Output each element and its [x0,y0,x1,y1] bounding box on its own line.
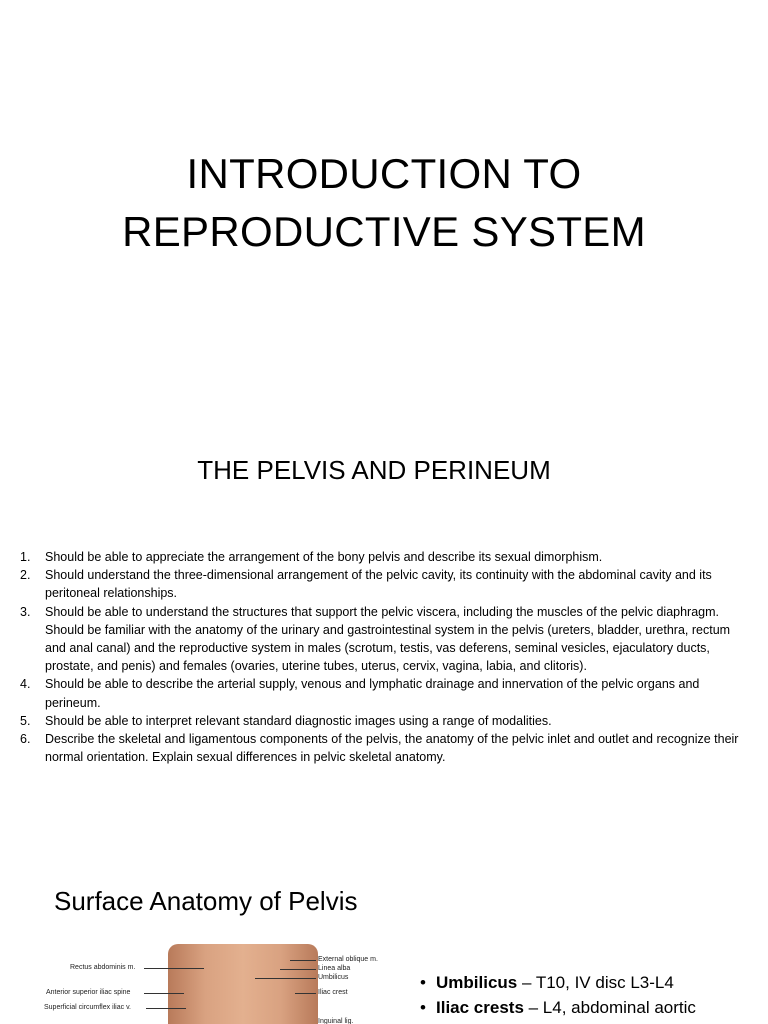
section-title: Surface Anatomy of Pelvis [54,886,358,916]
objective-item: 4. Should be able to describe the arterial supply, venous and lymphatic drainage and innervation of the pelvic organs and perineum. [20,677,700,710]
torso-illustration [168,944,318,1024]
objectives-list [20,548,740,766]
title-line-1: INTRODUCTION TO [186,150,582,197]
subtitle: THE PELVIS AND PERINEUM [197,455,551,485]
figure-label: External oblique m. [318,956,378,963]
leader-line [144,968,204,969]
figure-label: Superficial circumflex iliac v. [44,1004,132,1011]
figure-label: Anterior superior iliac spine [46,989,131,996]
bullet-item: • Umbilicus – T10, IV disc L3-L4 [420,973,674,992]
surface-anatomy-bullets [420,970,760,1020]
leader-line [144,993,184,994]
leader-line [255,978,316,979]
figure-label: Umbilicus [318,974,349,981]
objective-item: 3. Should be able to understand the structures that support the pelvic viscera, including the muscles of the pelvic diaphragm. Should be familiar with the anatomy of the urinary and gastrointestinal system in the pelvis (ureters, bladder, urethra, rectum and anal canal) and the reproductive system in males (scrotum, testis, vas deferens, seminal vesicles, ejaculatory ducts, prostate, and penis) and females (ovaries, uterine tubes, uterus, cervix, vagina, labia, and clitoris). [20,604,731,674]
figure-label: Inguinal lig. [318,1018,354,1024]
anatomy-figure [40,944,400,1024]
figure-label: Iliac crest [318,989,348,996]
main-title [0,145,768,261]
figure-label: Linea alba [318,965,351,972]
leader-line [280,969,316,970]
title-line-2: REPRODUCTIVE SYSTEM [122,208,646,255]
objective-item: 2. Should understand the three-dimensional arrangement of the pelvic cavity, its continuity with the abdominal cavity and its peritoneal relationships. [20,568,712,601]
leader-line [295,993,316,994]
objective-item: 1. Should be able to appreciate the arrangement of the bony pelvis and describe its sexual dimorphism. [20,550,603,564]
objective-item: 5. Should be able to interpret relevant standard diagnostic images using a range of modalities. [20,713,552,728]
leader-line [290,960,316,961]
objective-item: 6. Describe the skeletal and ligamentous components of the pelvis, the anatomy of the pelvic inlet and outlet and recognize their normal orientation. Explain sexual differences in pelvic skeletal anatomy. [20,732,739,765]
bullet-item: • Iliac crests – L4, abdominal aortic [420,998,696,1017]
figure-label: Rectus abdominis m. [70,964,136,971]
leader-line [146,1008,186,1009]
